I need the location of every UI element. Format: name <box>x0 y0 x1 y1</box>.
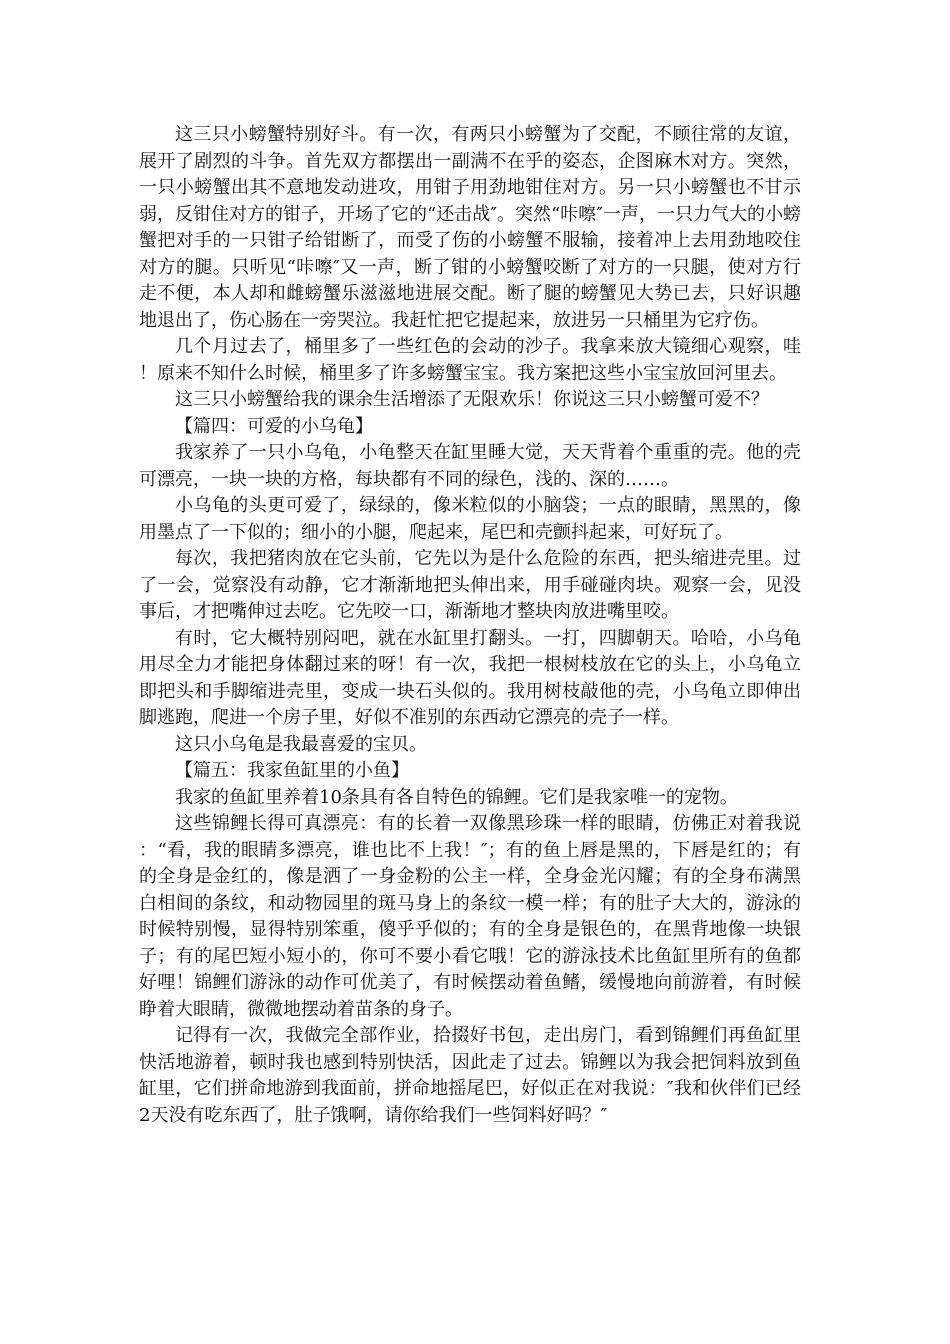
paragraph-turtle-eating: 每次，我把猪肉放在它头前，它先以为是什么危险的东西，把头缩进壳里。过了一会，觉察没有动静，它才渐渐地把头伸出来，用手碰碰肉块。观察一会，见没事后，才把嘴伸过去吃。它先咬一口，渐渐地才整块肉放进嘴里咬。 <box>139 548 801 622</box>
section-heading-turtle: 【篇四：可爱的小乌龟】 <box>175 415 373 437</box>
paragraph-crab-conclusion: 这三只小螃蟹给我的课余生活增添了无限欢乐！你说这三只小螃蟹可爱不？ <box>175 389 769 410</box>
section-heading-fish: 【篇五：我家鱼缸里的小鱼】 <box>175 760 409 781</box>
paragraph-turtle-flipping: 有时，它大概特别闷吧，就在水缸里打翻头。一打，四脚朝天。哈哈，小乌龟用尽全力才能把身体翻过来的呀！有一次，我把一根树枝放在它的头上，小乌龟立即把头和手脚缩进壳里，变成一块石头似的。我用树枝敲他的壳，小乌龟立即伸出脚逃跑，爬进一个房子里，好似不准别的东西动它漂亮的壳子一样。 <box>139 627 801 728</box>
paragraph-crab-babies: 几个月过去了，桶里多了一些红色的会动的沙子。我拿来放大镜细心观察，哇！原来不知什么时候，桶里多了许多螃蟹宝宝。我方案把这些小宝宝放回河里去。 <box>139 336 801 384</box>
paragraph-fish-intro: 我家的鱼缸里养着10条具有各自特色的锦鲤。它们是我家唯一的宠物。 <box>175 786 738 808</box>
document-body <box>139 122 801 1129</box>
paragraph-crab-fight: 这三只小螃蟹特别好斗。有一次，有两只小螃蟹为了交配，不顾往常的友谊，展开了剧烈的斗争。首先双方都摆出一副满不在乎的姿态，企图麻木对方。突然，一只小螃蟹出其不意地发动进攻，用钳子用劲地钳住对方。另一只小螃蟹也不甘示弱，反钳住对方的钳子，开场了它的“还击战″。突然“咔嚓″一声，一只力气大的小螃蟹把对手的一只钳子给钳断了，而受了伤的小螃蟹不服输，接着冲上去用劲地咬住对方的腿。只听见“咔嚓″又一声，断了钳的小螃蟹咬断了对方的一只腿，使对方行走不便，本人却和雌螃蟹乐滋滋地进展交配。断了腿的螃蟹见大势已去，只好识趣地退出了，伤心肠在一旁哭泣。我赶忙把它提起来，放进另一只桶里为它疗伤。 <box>139 124 801 331</box>
paragraph-fish-looks: 这些锦鲤长得可真漂亮：有的长着一双像黑珍珠一样的眼睛，仿佛正对着我说：“看，我的眼睛多漂亮，谁也比不上我！″；有的鱼上唇是黑的，下唇是红的；有的全身是金红的，像是洒了一身金粉的公主一样，全身金光闪耀；有的全身布满黑白相间的条纹，和动物园里的斑马身上的条纹一模一样；有的肚子大大的，游泳的时候特别慢，显得特别笨重，傻乎乎似的；有的全身是银色的，在黑背地像一块银子；有的尾巴短小短小的，你可不要小看它哦！它的游泳技术比鱼缸里所有的鱼都好哩！锦鲤们游泳的动作可优美了，有时候摆动着鱼鳍，缓慢地向前游着，有时候睁着大眼睛，微微地摆动着苗条的身子。 <box>139 813 801 1020</box>
paragraph-turtle-shell: 我家养了一只小乌龟，小龟整天在缸里睡大觉，天天背着个重重的壳。他的壳可漂亮，一块一块的方格，每块都有不同的绿色，浅的、深的……。 <box>139 442 801 490</box>
paragraph-turtle-head: 小乌龟的头更可爱了，绿绿的，像米粒似的小脑袋；一点的眼睛，黑黑的，像用墨点了一下似的；细小的小腿，爬起来，尾巴和壳颤抖起来，可好玩了。 <box>139 495 801 543</box>
paragraph-turtle-conclusion: 这只小乌龟是我最喜爱的宝贝。 <box>175 733 427 755</box>
paragraph-fish-feeding: 记得有一次，我做完全部作业，拾掇好书包，走出房门，看到锦鲤们再鱼缸里快活地游着，顿时我也感到特别快活，因此走了过去。锦鲤以为我会把饲料放到鱼缸里，它们拼命地游到我面前，拼命地摇尾巴，好似正在对我说：″我和伙伴们已经2天没有吃东西了，肚子饿啊，请你给我们一些饲料好吗？″ <box>139 1025 801 1126</box>
